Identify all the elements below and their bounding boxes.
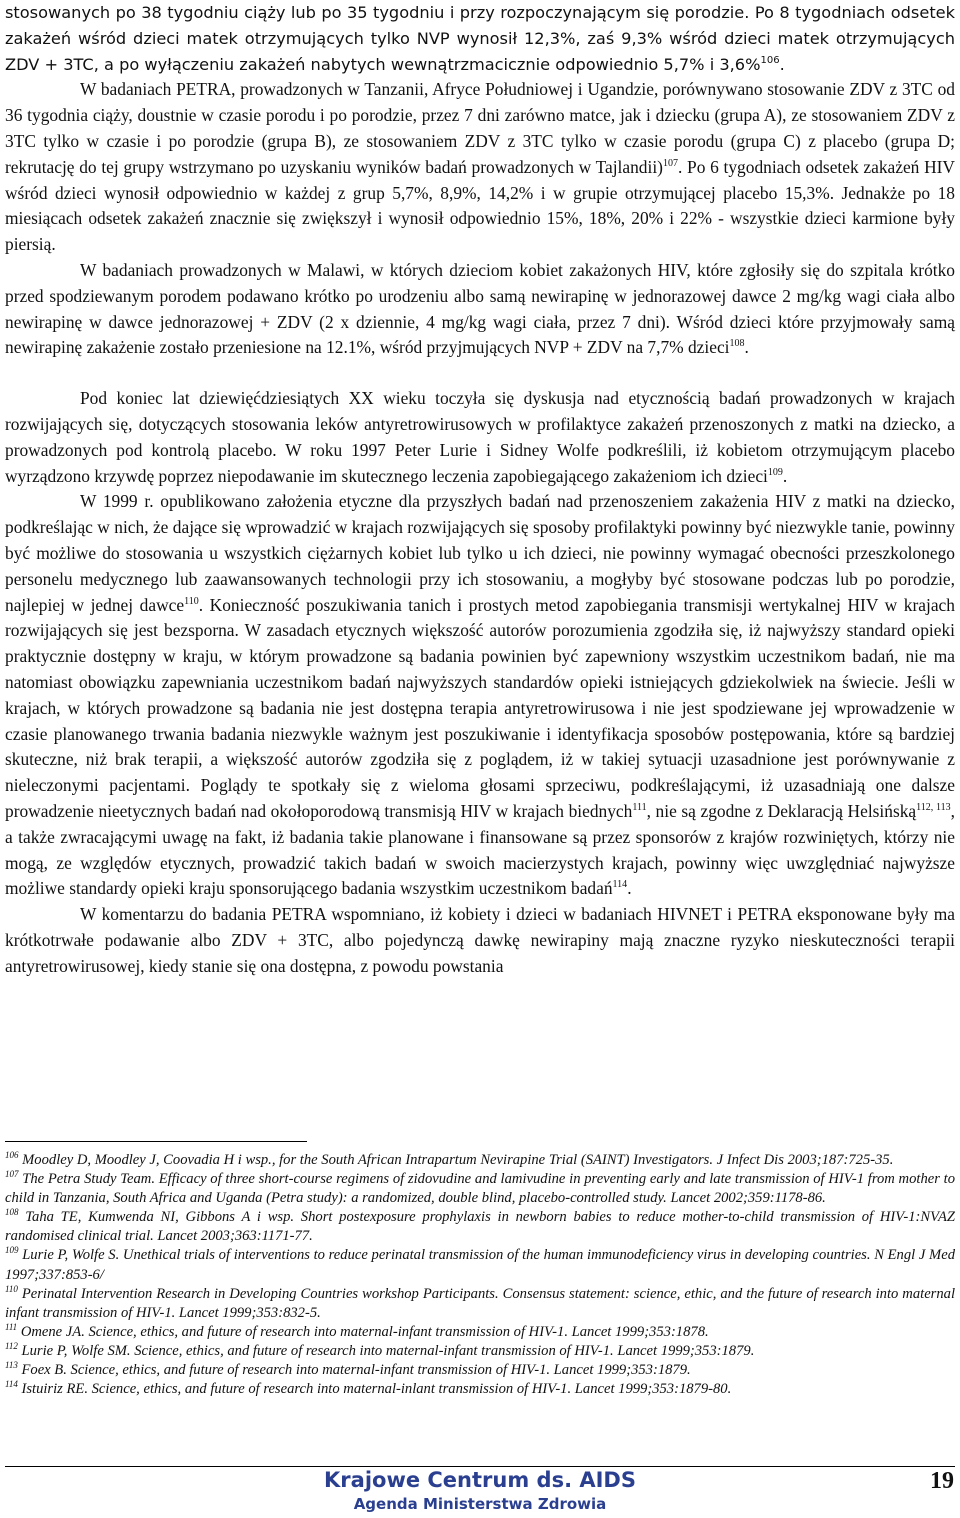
- main-text: [5, 0, 955, 979]
- footnote-text: Lurie P, Wolfe SM. Science, ethics, and future of research into maternal-infant transmission of HIV-1. Lancet 1999;353:1879.: [17, 1342, 755, 1359]
- footnote-text: Istuiriz RE. Science, ethics, and future of research into maternal-inlant transmission of HIV-1. Lancet 1999;353:1879-80.: [17, 1381, 732, 1398]
- footnote-number: 106: [5, 1150, 19, 1160]
- footnotes: [5, 1151, 955, 1399]
- footnote-number: 107: [5, 1169, 19, 1180]
- footer-subtitle: Agenda Ministerstwa Zdrowia: [353, 1495, 607, 1513]
- paragraph-text: , nie są zgodne z Deklaracją Helsińską: [646, 800, 917, 821]
- footnote-number: 110: [5, 1283, 18, 1294]
- footnote: [5, 1246, 955, 1284]
- footnote: [5, 1208, 955, 1246]
- footnote: [5, 1170, 955, 1208]
- paragraph: [5, 258, 955, 361]
- footnote: [5, 1323, 955, 1342]
- page-footer: [0, 1467, 960, 1518]
- paragraph-text: . Konieczność poszukiwania tanich i prostych metod zapobiegania transmisji wertykalnej HIV w krajach rozwijających się jest bezsporna. W zasadach etycznych większość autorów porozumienia zgodziła się, iż najwyższy standard opieki praktycznie dostępny w kraju, w którym prowadzone są badania powinien być zapewniony wszystkim uczestnikom badań, nie ma natomiast obowiązku zapewniania uczestnikom badań najwyższych standardów opieki istniejących gdziekolwiek na świecie. Jeśli w krajach, w których prowadzone są badania nie jest dostępna terapia antyretrowirusowa i nie jest spodziewane jej wprowadzenie w czasie planowanego trwania badania niezwykle ważnym jest poszukiwanie i identyfikacja sposobów postępowania, które są bardziej skuteczne, niż brak terapii, a większość autorów zgodziła się z poglądem, iż w takiej sytuacji uzasadnione jest porównywanie z nieleczonymi pacjentami. Poglądy te spotkały się z wieloma głosami sprzeciwu, podkreślającymi, iż uzasadniają one dalsze prowadzenie nieetycznych badań nad okołoporodową transmisją HIV w krajach biednych: [5, 594, 955, 821]
- paragraph: [5, 902, 955, 979]
- footnote-number: 114: [5, 1379, 18, 1390]
- paragraph: [5, 0, 955, 77]
- footnote-number: 112: [5, 1340, 18, 1351]
- paragraph-text: . Po 6 tygodniach odsetek zakażeń HIV wśród dzieci wynosił odpowiednio w każdej z grup 5,7%, 8,9%, 14,2% i w grupie otrzymującej placebo 15,3%. Jednakże po 18 miesiącach odsetek zakażeń znacznie się zwiększył i wynosił odpowiednio 15%, 18%, 20% i 22% - wszystkie dzieci karmione były piersią.: [5, 156, 955, 255]
- paragraph: [5, 489, 955, 902]
- footnote-reference[interactable]: 110: [184, 595, 199, 607]
- footnote-number: 111: [5, 1321, 18, 1332]
- paragraph: [5, 77, 955, 258]
- footnote: [5, 1285, 955, 1323]
- footnote-number: 109: [5, 1245, 19, 1256]
- page-number: 19: [930, 1468, 954, 1494]
- footnote-reference[interactable]: 114: [612, 879, 628, 891]
- document-body: [5, 0, 955, 979]
- footnote: [5, 1361, 955, 1380]
- footnote-text: Taha TE, Kumwenda NI, Gibbons A i wsp. Short postexposure prophylaxis in newborn babies to reduce mother-to-child transmission of HIV-1:NVAZ randomised clinical trial. Lancet 2003;363:1171-77.: [5, 1209, 955, 1245]
- footnote-reference[interactable]: 108: [729, 338, 745, 350]
- footnote-text: Foex B. Science, ethics, and future of research into maternal-infant transmission of HIV-1. Lancet 1999;353:1879.: [17, 1362, 691, 1379]
- footnote-text: Omene JA. Science, ethics, and future of research into maternal-infant transmission of HIV-1. Lancet 1999;353:1878.: [17, 1323, 709, 1340]
- footnote-reference[interactable]: 111: [632, 801, 647, 813]
- paragraph-text: W badaniach prowadzonych w Malawi, w których dzieciom kobiet zakażonych HIV, które zgłosiły się do szpitala krótko przed spodziewanym porodem podawano krótko po urodzeniu albo samą newirapinę w jednorazowej dawce 2 mg/kg wagi ciała albo newirapinę w dawce jednorazowej + ZDV (2 x dziennie, 4 mg/kg wagi ciała, przez 7 dni). Wśród dzieci które przyjmowały samą newirapinę zakażenie zostało przeniesione na 12.1%, wśród przyjmujących NVP + ZDV na 7,7% dzieci: [5, 259, 955, 358]
- footnote: [5, 1380, 955, 1399]
- paragraph-text: W 1999 r. opublikowano założenia etyczne dla przyszłych badań nad przenoszeniem zakażenia HIV z matki na dziecko, podkreślając w nich, że dające się wprowadzić w krajach rozwijających się sposoby profilaktyki powinny być niezwykle tanie, powinny być możliwe do stosowania u wszystkich ciężarnych kobiet lub tylko u ich dzieci, nie powinny wymagać obecności przeszkolonego personelu medycznego lub zaawansowanych technologii przy ich stosowaniu, a mogłyby być stosowane podczas lub po porodzie, najlepiej w jednej dawce: [5, 491, 955, 615]
- paragraph-text: .: [782, 465, 788, 486]
- footnote-separator: [5, 1141, 307, 1142]
- footnote: [5, 1151, 955, 1170]
- footnote-reference[interactable]: 109: [767, 466, 783, 478]
- footnote-reference[interactable]: 107: [662, 157, 678, 169]
- paragraph-text: Pod koniec lat dziewięćdziesiątych XX wieku toczyła się dyskusja nad etycznością badań prowadzonych w krajach rozwijających się, dotyczących stosowania leków antyretrowirusowych w profilaktyce zakażeń przenoszonych z matki na dziecko, a prowadzonych pod kontrolą placebo. W roku 1997 Peter Lurie i Sidney Wolfe podkreślili, iż kobietom otrzymującym placebo wyrządzono krzywdę poprzez niepodawanie im skutecznego leczenia zapobiegającego zakażeniom ich dzieci: [5, 388, 955, 486]
- paragraph-spacer: [5, 361, 955, 386]
- footnote-reference[interactable]: 112, 113: [916, 801, 951, 813]
- footnote-number: 113: [5, 1360, 18, 1371]
- footnote: [5, 1342, 955, 1361]
- footnote-text: The Petra Study Team. Efficacy of three short-course regimens of zidovudine and lamivudine in preventing early and late transmission of HIV-1 from mother to child in Tanzania, South Africa and Uganda (Petra study): a randomized, double blind, placebo-controlled study. Lancet 2002;359:1178-86.: [5, 1171, 955, 1207]
- paragraph-text: stosowanych po 38 tygodniu ciąży lub po 35 tygodniu i przy rozpoczynającym się porodzie. Po 8 tygodniach odsetek zakażeń wśród dzieci matek otrzymujących tylko NVP wynosił 12,3%, zaś 9,3% wśród dzieci matek otrzymujących ZDV + 3TC, a po wyłączeniu zakażeń nabytych wewnątrzmacicznie odpowiednio 5,7% i 3,6%: [5, 3, 955, 74]
- footer-title: Krajowe Centrum ds. AIDS: [324, 1468, 636, 1492]
- footnote-text: Perinatal Intervention Research in Developing Countries workshop Participants. Consensus statement: science, ethic, and the future of research into maternal infant transmission of HIV-1. Lancet 1999;353:832-5.: [5, 1285, 955, 1321]
- paragraph-text: .: [627, 878, 632, 899]
- paragraph-text: W komentarzu do badania PETRA wspomniano, iż kobiety i dzieci w badaniach HIVNET i PETRA eksponowane były ma krótkotrwałe podawanie albo ZDV + 3TC, albo pojedynczą dawkę newirapiny mają znaczne ryzyko nieskuteczności terapii antyretrowirusowej, kiedy stanie się ona dostępna, z powodu powstania: [5, 904, 955, 976]
- footnote-reference[interactable]: 106: [760, 54, 780, 66]
- paragraph-text: W badaniach PETRA, prowadzonych w Tanzanii, Afryce Południowej i Ugandzie, porównywano stosowanie ZDV z 3TC od 36 tygodnia ciąży, doustnie w czasie porodu i po porodzie, przez 7 dni zarówno matce, jak i dziecku (grupa A), ze stosowaniem ZDV z 3TC tylko w czasie i po porodzie (grupa B), ze stosowaniem ZDV z 3TC tylko w czasie porodu (grupa C) z placebo (grupa D; rekrutację do tej grupy wstrzymano po uzyskaniu wyników badań prowadzonych w Tajlandii): [5, 79, 955, 177]
- paragraph-text: .: [779, 54, 785, 74]
- paragraph-text: .: [744, 337, 749, 358]
- footnote-number: 108: [5, 1207, 19, 1218]
- footnote-text: Moodley D, Moodley J, Coovadia H i wsp., for the South African Intrapartum Nevirapine Trial (SAINT) Investigators. J Infect Dis 2003;187:725-35.: [18, 1152, 894, 1168]
- paragraph: [5, 386, 955, 489]
- footnote-text: Lurie P, Wolfe S. Unethical trials of interventions to reduce perinatal transmission of the human immunodeficiency virus in developing countries. N Engl J Med 1997;337:853-6/: [5, 1247, 955, 1283]
- paragraph-text: , a także zwracającymi uwagę na fakt, iż badania takie planowane i finansowane są przez sponsorów z krajów rozwiniętych, którzy nie mogą, ze względów etycznych, prowadzić takich badań w swoich macierzystych krajach, powinny więc uwzględniać najwyższe możliwe standardy opieki kraju sponsorującego badania wszystkim uczestnikom badań: [5, 800, 956, 899]
